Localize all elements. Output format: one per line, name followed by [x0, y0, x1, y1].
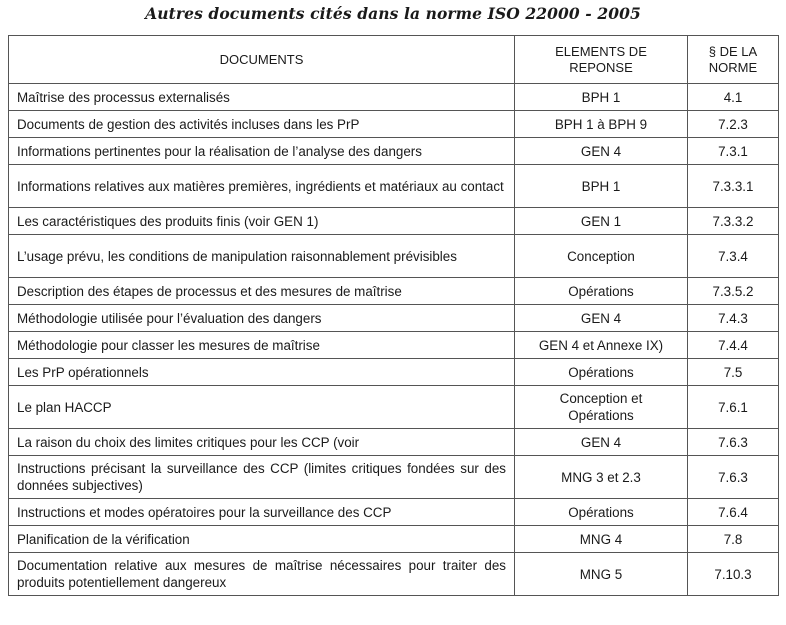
- element-cell: GEN 4: [515, 138, 688, 165]
- element-cell: BPH 1: [515, 84, 688, 111]
- section-cell: 7.6.3: [688, 456, 779, 499]
- table-row: [9, 111, 779, 138]
- table-row: [9, 84, 779, 111]
- table-row: [9, 278, 779, 305]
- element-cell: Conception: [515, 235, 688, 278]
- element-cell: Opérations: [515, 499, 688, 526]
- element-line2: Opérations: [568, 408, 634, 423]
- table-row: [9, 208, 779, 235]
- document-cell: Instructions et modes opératoires pour la surveillance des CCP: [9, 499, 515, 526]
- table-row: [9, 386, 779, 429]
- element-cell: BPH 1 à BPH 9: [515, 111, 688, 138]
- document-cell: Méthodologie pour classer les mesures de maîtrise: [9, 332, 515, 359]
- header-section-line2: NORME: [708, 59, 758, 75]
- table-row: [9, 165, 779, 208]
- element-cell: GEN 4: [515, 305, 688, 332]
- table-row: [9, 305, 779, 332]
- section-cell: 7.5: [688, 359, 779, 386]
- document-cell: Documentation relative aux mesures de maîtrise nécessaires pour traiter des produits potentiellement dangereux: [9, 553, 515, 596]
- table-row: [9, 429, 779, 456]
- document-cell: Les PrP opérationnels: [9, 359, 515, 386]
- table-row: [9, 359, 779, 386]
- document-cell: Informations pertinentes pour la réalisation de l’analyse des dangers: [9, 138, 515, 165]
- element-cell: MNG 3 et 2.3: [515, 456, 688, 499]
- document-cell: Planification de la vérification: [9, 526, 515, 553]
- section-cell: 7.3.3.1: [688, 165, 779, 208]
- table-row: [9, 499, 779, 526]
- element-cell: BPH 1: [515, 165, 688, 208]
- section-cell: 7.6.4: [688, 499, 779, 526]
- element-cell: GEN 1: [515, 208, 688, 235]
- document-cell: Instructions précisant la surveillance des CCP (limites critiques fondées sur des données subjectives): [9, 456, 515, 499]
- section-cell: 7.2.3: [688, 111, 779, 138]
- document-cell: L’usage prévu, les conditions de manipulation raisonnablement prévisibles: [9, 235, 515, 278]
- element-cell: MNG 4: [515, 526, 688, 553]
- section-cell: 7.6.1: [688, 386, 779, 429]
- section-cell: 7.8: [688, 526, 779, 553]
- table-row: [9, 456, 779, 499]
- document-cell: La raison du choix des limites critiques pour les CCP (voir: [9, 429, 515, 456]
- table-row: [9, 526, 779, 553]
- section-cell: 7.10.3: [688, 553, 779, 596]
- document-cell: Le plan HACCP: [9, 386, 515, 429]
- section-cell: 7.3.4: [688, 235, 779, 278]
- document-cell: Maîtrise des processus externalisés: [9, 84, 515, 111]
- table-row: [9, 553, 779, 596]
- section-cell: 7.4.3: [688, 305, 779, 332]
- documents-table: [8, 35, 779, 596]
- section-cell: 7.3.3.2: [688, 208, 779, 235]
- header-elements-de-reponse: [515, 36, 688, 84]
- header-elements-line1: ELEMENTS DE: [555, 43, 647, 59]
- document-cell: Documents de gestion des activités incluses dans les PrP: [9, 111, 515, 138]
- document-cell: Les caractéristiques des produits finis (voir GEN 1): [9, 208, 515, 235]
- document-cell: Méthodologie utilisée pour l’évaluation des dangers: [9, 305, 515, 332]
- element-cell: Opérations: [515, 278, 688, 305]
- table-row: [9, 332, 779, 359]
- element-line1: Conception et: [559, 391, 643, 406]
- header-documents: DOCUMENTS: [9, 36, 515, 84]
- header-section-norme: [688, 36, 779, 84]
- table-header-row: [9, 36, 779, 84]
- page-title: Autres documents cités dans la norme ISO 22000 - 2005: [145, 4, 641, 23]
- element-cell: [515, 386, 688, 429]
- document-cell: Informations relatives aux matières premières, ingrédients et matériaux au contact: [9, 165, 515, 208]
- section-cell: 7.3.5.2: [688, 278, 779, 305]
- table-row: [9, 138, 779, 165]
- element-cell: MNG 5: [515, 553, 688, 596]
- section-cell: 7.6.3: [688, 429, 779, 456]
- header-elements-line2: REPONSE: [569, 59, 633, 75]
- element-cell: Opérations: [515, 359, 688, 386]
- element-cell: GEN 4: [515, 429, 688, 456]
- section-cell: 7.4.4: [688, 332, 779, 359]
- header-section-line1: § DE LA: [708, 43, 758, 59]
- element-cell: GEN 4 et Annexe IX): [515, 332, 688, 359]
- document-cell: Description des étapes de processus et des mesures de maîtrise: [9, 278, 515, 305]
- section-cell: 4.1: [688, 84, 779, 111]
- table-row: [9, 235, 779, 278]
- section-cell: 7.3.1: [688, 138, 779, 165]
